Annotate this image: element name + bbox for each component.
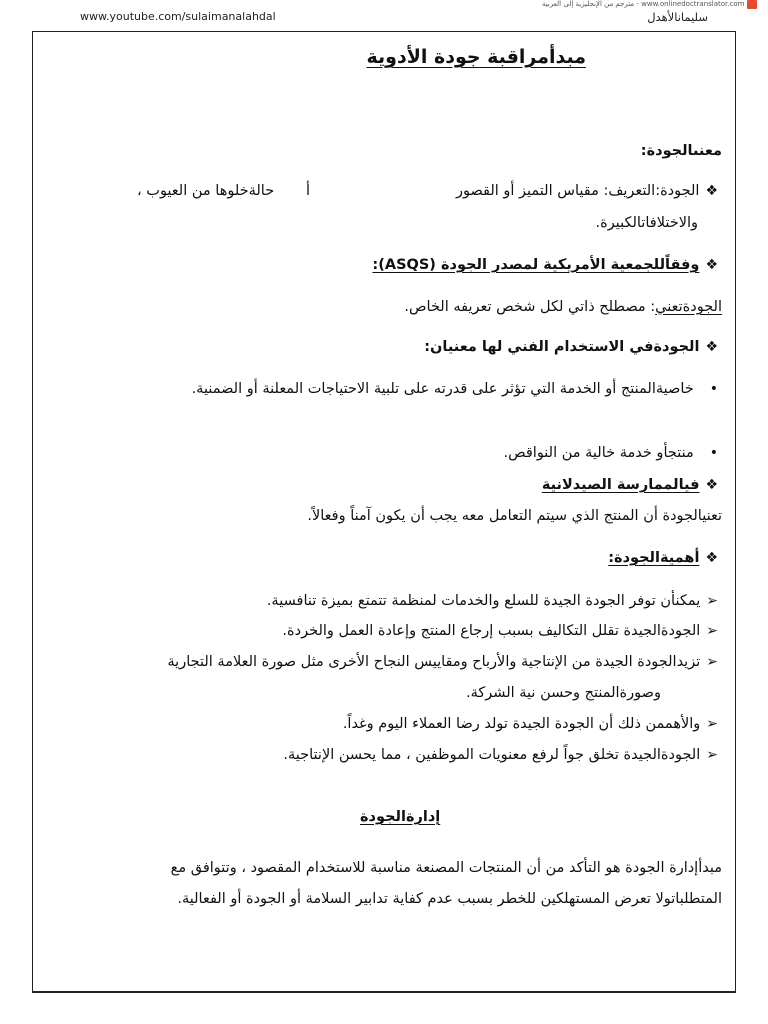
ornament-icon: ❖: [705, 550, 718, 566]
arrow-bullet-icon: ➢: [706, 593, 718, 609]
ornament-icon: ❖: [705, 257, 718, 273]
importance-item-3: تزيدالجودة الجيدة من الإنتاجية والأرباح ومقاييس النجاح الأخرى مثل صورة العلامة التجارية: [167, 654, 701, 670]
list-item: [167, 651, 718, 673]
management-heading: إدارةالجودة: [360, 809, 441, 825]
pharma-heading-line: [542, 474, 718, 496]
translator-note: مترجم من الإنجليزية إلى العربية - www.onlinedoctranslator.com: [542, 0, 745, 8]
definition-line: [456, 180, 718, 202]
list-item: [267, 590, 718, 612]
ornament-icon: ❖: [705, 477, 718, 493]
importance-item-1: يمكنأن توفر الجودة الجيدة للسلع والخدمات لمنظمة تتمتع بميزة تنافسية.: [266, 593, 701, 609]
translator-badge: [542, 0, 768, 9]
technical-item-1: خاصيةالمنتج أو الخدمة التي تؤثر على قدرته على تلبية الاحتياجات المعلنة أو الضمنية.: [191, 381, 694, 397]
importance-item-2: الجودةالجيدة تقلل التكاليف بسبب إرجاع المنتج وإعادة العمل والخردة.: [282, 623, 701, 639]
definition-text-b: حالةخلوها من العيوب ،: [137, 183, 275, 199]
asqs-heading: وفقاًللجمعية الأمريكية لمصدر الجودة (ASQS):: [372, 257, 700, 273]
asqs-heading-line: [372, 254, 718, 276]
ornament-icon: ❖: [705, 183, 718, 199]
list-item: [503, 442, 718, 464]
importance-item-3-continuation: وصورةالمنتج وحسن نية الشركة.: [466, 685, 661, 701]
meaning-heading: معنىالجودة:: [640, 143, 722, 159]
technical-heading: الجودةفي الاستخدام الفني لها معنيان:: [424, 339, 700, 355]
pharma-heading: فيالممارسة الصيدلانية: [541, 477, 700, 493]
youtube-url: www.youtube.com/sulaimanalahdal: [80, 10, 276, 23]
definition-marker: أ: [306, 183, 311, 199]
definition-text-a: الجودة:التعريف: مقياس التميز أو القصور: [455, 183, 700, 199]
arrow-bullet-icon: ➢: [706, 716, 718, 732]
list-item: [192, 378, 718, 400]
quality-means-label: الجودةتعني: [655, 299, 722, 315]
definition-continuation: والاختلافاتالكبيرة.: [595, 215, 698, 231]
importance-heading-line: [608, 547, 718, 569]
list-item: [343, 713, 718, 735]
bullet-dot-icon: •: [709, 445, 718, 461]
list-item: [283, 744, 718, 766]
ornament-icon: ❖: [705, 339, 718, 355]
arrow-bullet-icon: ➢: [706, 747, 718, 763]
arrow-bullet-icon: ➢: [706, 623, 718, 639]
pdf-icon: [747, 0, 757, 9]
technical-item-2: منتجأو خدمة خالية من النواقص.: [503, 445, 694, 461]
quality-means-text: : مصطلح ذاتي لكل شخص تعريفه الخاص.: [404, 299, 656, 315]
importance-item-4: والأهممن ذلك أن الجودة الجيدة تولد رضا العملاء اليوم وغداً.: [342, 716, 701, 732]
arrow-bullet-icon: ➢: [706, 654, 718, 670]
importance-item-5: الجودةالجيدة تخلق جواً لرفع معنويات الموظفين ، مما يحسن الإنتاجية.: [283, 747, 701, 763]
quality-means-line: [404, 296, 722, 318]
author-name: سليمانالأهدل: [647, 10, 708, 24]
document-title: مبدأمراقبة جودة الأدوية: [366, 46, 586, 68]
list-item: [282, 620, 718, 642]
management-line-1: مبدأإدارة الجودة هو التأكد من أن المنتجات المصنعة مناسبة للاستخدام المقصود ، وتتوافق مع: [170, 860, 722, 876]
technical-heading-line: [424, 336, 718, 358]
importance-heading: أهميةالجودة:: [608, 550, 700, 566]
bullet-dot-icon: •: [709, 381, 718, 397]
management-line-2: المتطلباتولا تعرض المستهلكين للخطر بسبب عدم كفاية تدابير السلامة أو الجودة أو الفعالية.: [177, 891, 722, 907]
pharma-text: تعنيالجودة أن المنتج الذي سيتم التعامل معه يجب أن يكون آمناً وفعالاً.: [307, 508, 722, 524]
